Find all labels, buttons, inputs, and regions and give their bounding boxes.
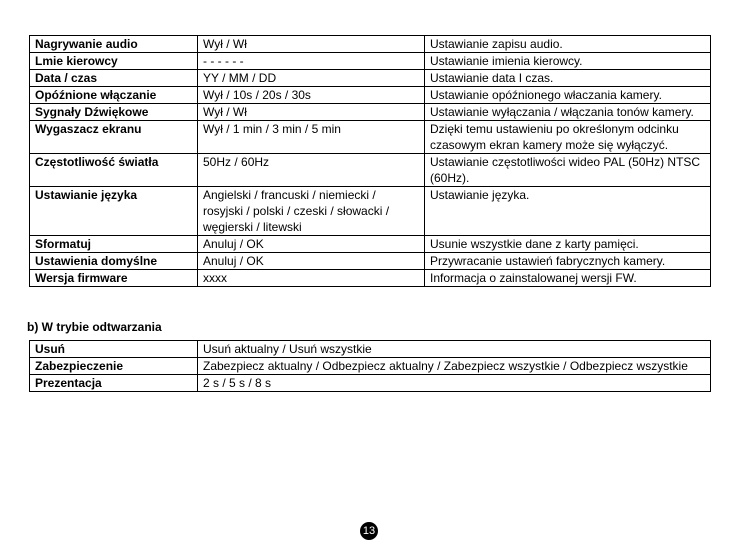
setting-name: Ustawienia domyślne xyxy=(30,253,198,270)
setting-name: Lmie kierowcy xyxy=(30,53,198,70)
setting-options: 50Hz / 60Hz xyxy=(198,154,425,187)
setting-options: Wył / 1 min / 3 min / 5 min xyxy=(198,121,425,154)
table-row xyxy=(30,270,711,287)
table-row xyxy=(30,53,711,70)
setting-options: - - - - - - xyxy=(198,53,425,70)
settings-table xyxy=(29,35,711,287)
setting-options: Wył / Wł xyxy=(198,104,425,121)
setting-name: Wygaszacz ekranu xyxy=(30,121,198,154)
setting-options: xxxx xyxy=(198,270,425,287)
setting-description: Ustawianie języka. xyxy=(425,187,711,236)
table-row xyxy=(30,236,711,253)
section-heading: b) W trybie odtwarzania xyxy=(27,320,162,334)
setting-description: Ustawianie wyłączania / włączania tonów kamery. xyxy=(425,104,711,121)
table-row xyxy=(30,121,711,154)
setting-options: Anuluj / OK xyxy=(198,236,425,253)
setting-name: Częstotliwość światła xyxy=(30,154,198,187)
setting-name: Ustawianie języka xyxy=(30,187,198,236)
setting-description: Ustawianie imienia kierowcy. xyxy=(425,53,711,70)
setting-options: Angielski / francuski / niemiecki / rosyjski / polski / czeski / słowacki / węgierski / litewski xyxy=(198,187,425,236)
page-number: 13 xyxy=(360,522,378,540)
playback-table xyxy=(29,340,711,392)
setting-options: Usuń aktualny / Usuń wszystkie xyxy=(198,341,711,358)
setting-name: Nagrywanie audio xyxy=(30,36,198,53)
setting-options: 2 s / 5 s / 8 s xyxy=(198,375,711,392)
setting-description: Przywracanie ustawień fabrycznych kamery. xyxy=(425,253,711,270)
table-row xyxy=(30,341,711,358)
table-row xyxy=(30,187,711,236)
setting-options: Wył / 10s / 20s / 30s xyxy=(198,87,425,104)
table-row xyxy=(30,36,711,53)
table-row xyxy=(30,87,711,104)
table-row xyxy=(30,253,711,270)
setting-description: Ustawianie opóźnionego właczania kamery. xyxy=(425,87,711,104)
setting-options: Zabezpiecz aktualny / Odbezpiecz aktualny / Zabezpiecz wszystkie / Odbezpiecz wszystkie xyxy=(198,358,711,375)
setting-name: Wersja firmware xyxy=(30,270,198,287)
setting-name: Usuń xyxy=(30,341,198,358)
setting-description: Informacja o zainstalowanej wersji FW. xyxy=(425,270,711,287)
setting-name: Prezentacja xyxy=(30,375,198,392)
setting-description: Ustawianie zapisu audio. xyxy=(425,36,711,53)
setting-options: Anuluj / OK xyxy=(198,253,425,270)
setting-description: Dzięki temu ustawieniu po określonym odcinku czasowym ekran kamery może się wyłączyć. xyxy=(425,121,711,154)
setting-description: Ustawianie częstotliwości wideo PAL (50Hz) NTSC (60Hz). xyxy=(425,154,711,187)
setting-name: Opóźnione włączanie xyxy=(30,87,198,104)
setting-options: Wył / Wł xyxy=(198,36,425,53)
setting-name: Data / czas xyxy=(30,70,198,87)
setting-options: YY / MM / DD xyxy=(198,70,425,87)
table-row xyxy=(30,375,711,392)
table-row xyxy=(30,358,711,375)
setting-description: Ustawianie data I czas. xyxy=(425,70,711,87)
table-row xyxy=(30,154,711,187)
setting-name: Sygnały Dźwiękowe xyxy=(30,104,198,121)
setting-description: Usunie wszystkie dane z karty pamięci. xyxy=(425,236,711,253)
setting-name: Sformatuj xyxy=(30,236,198,253)
setting-name: Zabezpieczenie xyxy=(30,358,198,375)
table-row xyxy=(30,70,711,87)
table-row xyxy=(30,104,711,121)
